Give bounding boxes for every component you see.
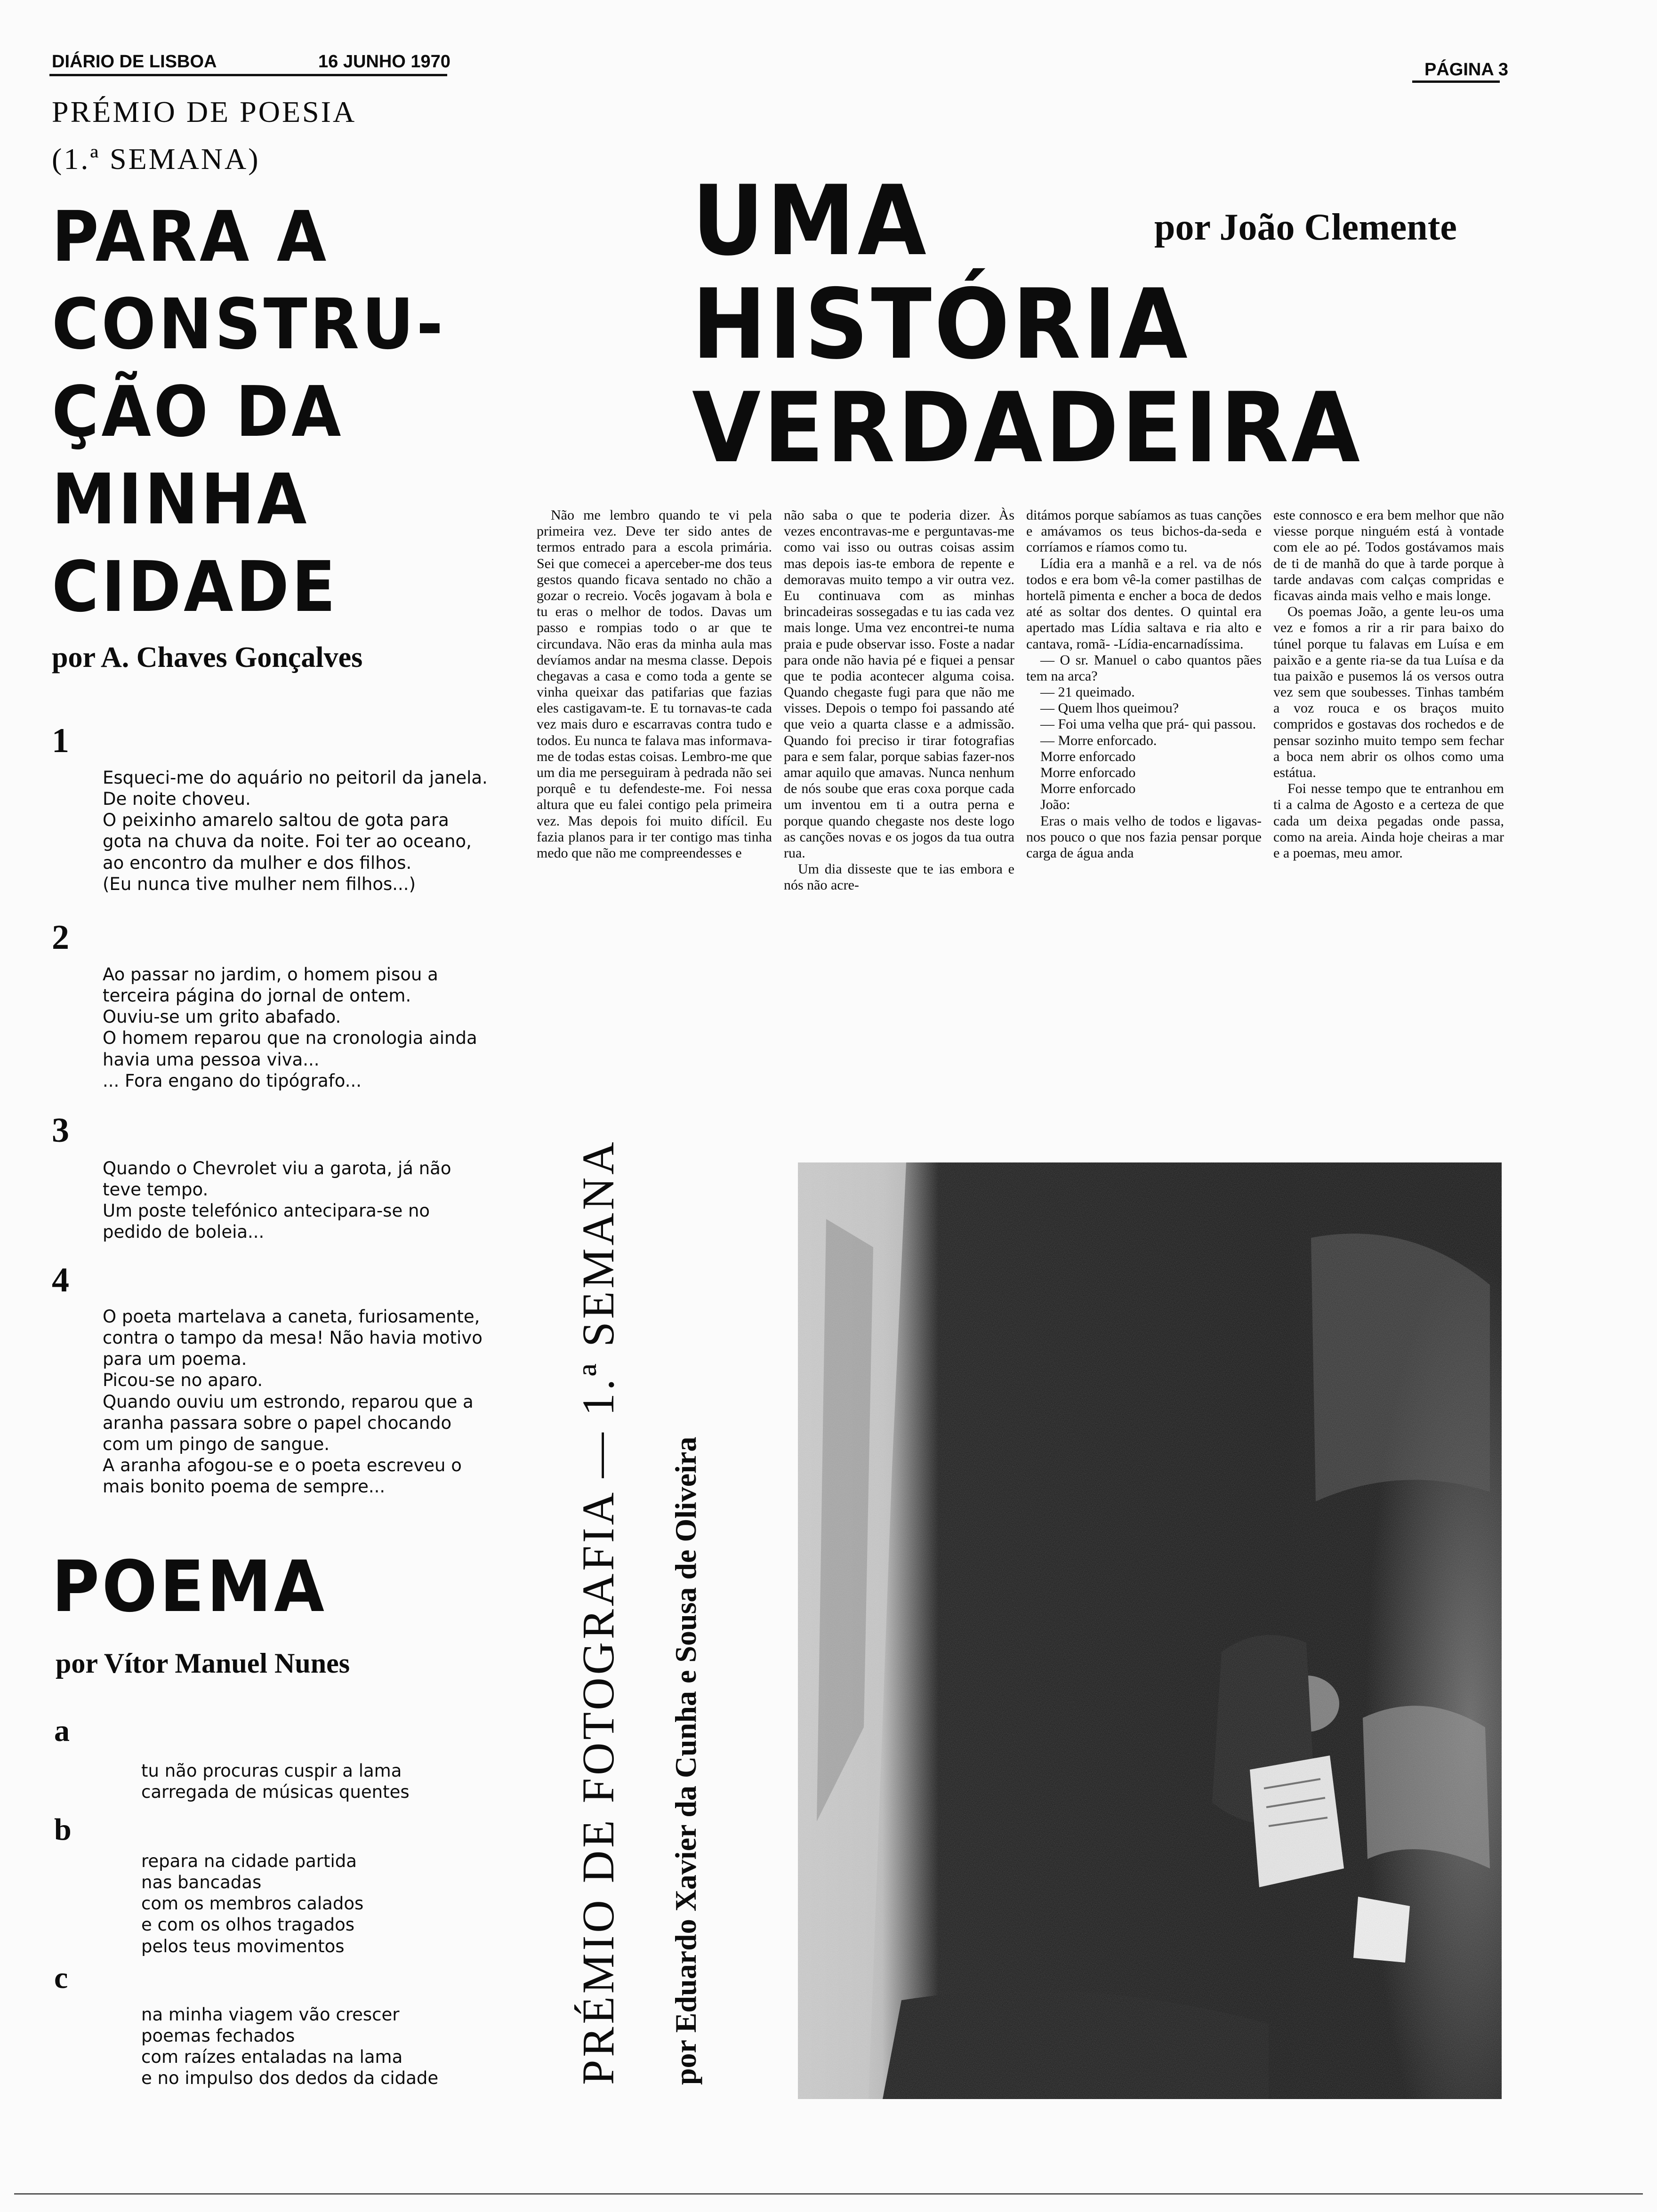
prose-poem-text: Quando o Chevrolet viu a garota, já não teve tempo. Um poste telefónico antecipara-se no pedido de boleia... bbox=[103, 1158, 451, 1242]
prose-poem-text: O poeta martelava a caneta, furiosamente, contra o tampo da mesa! Não havia motivo para um poema. Picou-se no aparo. Quando ouviu um estrondo, reparou que a aranha passara sobre o papel chocando com um pingo de sangue. A aranha afogou-se e o poeta escreveu o mais bonito poema de sempre... bbox=[103, 1306, 483, 1497]
poetry-title-line: CONSTRU- bbox=[52, 284, 446, 365]
poetry-title-line: PARA A bbox=[52, 196, 329, 277]
masthead-page: PÁGINA 3 bbox=[1424, 60, 1509, 80]
paragraph: Foi nesse tempo que te entranhou em ti a calma de Agosto e a certeza de que cada um deixa pegadas onde passa, como na areia. Ainda hoje cheiras a mar e a poemas, meu amor. bbox=[1273, 781, 1504, 861]
dialogue-line: Morre enforcado bbox=[1040, 781, 1136, 797]
story-column-1 bbox=[537, 507, 772, 1072]
dialogue-line: Morre enforcado bbox=[1040, 765, 1136, 780]
prose-poem-text: Ao passar no jardim, o homem pisou a terceira página do jornal de ontem. Ouviu-se um grito abafado. O homem reparou que na cronologia ainda havia uma pessoa viva... ... Fora engano do tipógrafo... bbox=[103, 964, 477, 1091]
paragraph: João: bbox=[1040, 797, 1070, 813]
masthead-paper: DIÁRIO DE LISBOA bbox=[52, 52, 217, 72]
paragraph: não saba o que te poderia dizer. Às vezes encontravas-me e perguntavas-me como vai isso ou outras coisas assim mas depois ias-te embora de repente e demoravas muito tempo a vir outra vez. Eu continuava com as minhas brincadeiras sossegadas e tu ias cada vez mais longe. Uma vez encontrei-te numa praia e pude observar isso. Foste a nadar para onde não havia pé e fiquei a pensar que te podia acontecer alguma coisa. Quando chegaste fugi para que não me visses. Depois o tempo foi passando até que veio a quarta classe e a admissão. Quando foi preciso ir tirar fotografias para e sem falar, porque sabias fazer-nos amar aquilo que amavas. Nunca nenhum de nós soube que eras coxa porque cada um inventou em ti a outra perna e porque quando chegaste nos deste logo as canções novas e os jogos da tua outra rua. bbox=[784, 507, 1014, 861]
section-letter: b bbox=[54, 1812, 72, 1847]
photograph-image bbox=[798, 1162, 1502, 2099]
poetry-title bbox=[52, 193, 446, 631]
dialogue-line: — O sr. Manuel o cabo quantos pães tem na arca? bbox=[1026, 652, 1262, 684]
poetry-title-line: MINHA bbox=[52, 459, 310, 540]
poem-stanza: repara na cidade partida nas bancadas com os membros calados e com os olhos tragados pelos teus movimentos bbox=[141, 1851, 364, 1956]
poema-byline: por Vítor Manuel Nunes bbox=[56, 1648, 350, 1679]
masthead-rule-right bbox=[1412, 80, 1500, 83]
section-number: 2 bbox=[52, 918, 69, 957]
story-title-line: UMA bbox=[692, 165, 929, 277]
story-title-line: VERDADEIRA bbox=[692, 372, 1363, 484]
masthead-rule-left bbox=[49, 74, 447, 76]
paragraph: Eras o mais velho de todos e ligavas-nos pouco o que nos fazia pensar porque carga de água anda bbox=[1026, 813, 1262, 861]
poem-stanza: na minha viagem vão crescer poemas fechados com raízes entaladas na lama e no impulso dos dedos da cidade bbox=[141, 2004, 439, 2089]
section-number: 1 bbox=[52, 721, 69, 760]
poetry-title-line: CIDADE bbox=[52, 546, 338, 627]
section-number: 4 bbox=[52, 1261, 69, 1299]
section-letter: a bbox=[54, 1714, 70, 1748]
photograph bbox=[798, 1162, 1502, 2099]
dialogue-line: — Morre enforcado. bbox=[1040, 732, 1157, 748]
poetry-byline: por A. Chaves Gonçalves bbox=[52, 641, 363, 673]
masthead-date: 16 JUNHO 1970 bbox=[318, 52, 450, 72]
story-column-3 bbox=[1026, 507, 1262, 1072]
section-number: 3 bbox=[52, 1111, 69, 1150]
dialogue-line: Morre enforcado bbox=[1040, 748, 1136, 764]
poetry-prize-label: PRÉMIO DE POESIA bbox=[52, 95, 357, 128]
poetry-title-line: ÇÃO DA bbox=[52, 371, 344, 452]
paragraph: Um dia disseste que te ias embora e nós não acre- bbox=[784, 861, 1014, 893]
story-byline: por João Clemente bbox=[1154, 207, 1457, 248]
photo-prize-label: PRÉMIO DE FOTOGRAFIA — 1.ª SEMANA bbox=[573, 1139, 623, 2085]
paragraph: Não me lembro quando te vi pela primeira vez. Deve ter sido antes de termos entrado para a escola primária. Sei que comecei a aperceber-me dos teus gestos quando ficava sentado no chão a gozar o recreio. Vocês jogavam à bola e tu eras o melhor de todos. Davas um passo e rompias todo o ar que te circundava. Não eras da minha aula mas devíamos andar na mesma classe. Depois chegavas a casa e como toda a gente se vinha queixar das patifarias que fazias eles castigavam-te. E tu tornavas-te cada vez mais duro e escarravas contra tudo e todos. Eu nunca te falava mas informava-me de todas estas coisas. Lembro-me que um dia me perseguiram à pedrada não sei porquê e tu defendeste-me. Foi nessa altura que eu falei contigo pela primeira vez. Mas depois foi muito difícil. Eu fazia planos para ir ter contigo mas tinha medo que não me compreendesses e bbox=[537, 507, 772, 861]
poema-title: POEMA bbox=[52, 1546, 327, 1628]
prose-poem-text: Esqueci-me do aquário no peitoril da janela. De noite choveu. O peixinho amarelo saltou de gota para gota na chuva da noite. Foi ter ao oceano, ao encontro da mulher e dos filhos. (Eu nunca tive mulher nem filhos...) bbox=[103, 768, 488, 894]
paragraph: ditámos porque sabíamos as tuas canções e amávamos os teus bichos-da-seda e corríamos e ríamos como tu. bbox=[1026, 507, 1262, 555]
story-title-line: HISTÓRIA bbox=[692, 269, 1190, 381]
paragraph: Os poemas João, a gente leu-os uma vez e fomos a rir a rir para baixo do túnel porque tu falavas em Luísa e em paixão e a gente ria-se da tua Luísa e da tua paixão e pusemos lá os versos outra vez sem que soubesses. Tinhas também a voz rouca e os braços muito compridos e gostavas dos rochedos e de pensar sozinho muito tempo sem fechar a boca nem abrir os olhos como uma estátua. bbox=[1273, 604, 1504, 780]
dialogue-line: — Quem lhos queimou? bbox=[1040, 700, 1179, 716]
paragraph: Lídia era a manhã e a rel. va de nós todos e era bom vê-la comer pastilhas de hortelã pimenta e encher a boca de dedos até as soltar dos dentes. O quintal era apertado mas Lídia saltava e ria alto e cantava, romã- -Lídia-encarnadíssima. bbox=[1026, 555, 1262, 652]
story-column-4 bbox=[1273, 507, 1504, 1072]
section-letter: c bbox=[54, 1961, 68, 1995]
paragraph: este connosco e era bem melhor que não viesse porque ninguém está à vontade com ele ao pé. Todos gostávamos mais de ti de manhã do que à tarde porque à tarde andavas com calças compridas e ficavas ainda mais velho e mais longe. bbox=[1273, 507, 1504, 603]
poem-stanza: tu não procuras cuspir a lama carregada de músicas quentes bbox=[141, 1761, 410, 1803]
dialogue-line: — Foi uma velha que prá- qui passou. bbox=[1040, 716, 1256, 732]
dialogue-line: — 21 queimado. bbox=[1040, 684, 1135, 700]
page-bottom-rule bbox=[14, 2193, 1643, 2195]
photo-prize-byline: por Eduardo Xavier da Cunha e Sousa de Oliveira bbox=[669, 1436, 702, 2085]
story-column-2 bbox=[784, 507, 1014, 1072]
poetry-prize-week: (1.ª SEMANA) bbox=[52, 142, 260, 176]
